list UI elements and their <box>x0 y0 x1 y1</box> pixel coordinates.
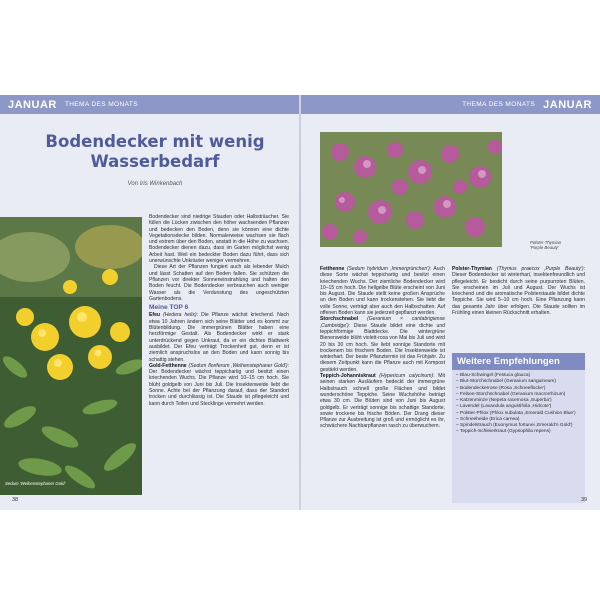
recommendation-item: – Schneeheide (Erica carnea) <box>456 417 581 423</box>
recommendation-item: – Blau-Schwingel (Festuca glauca) <box>456 373 581 379</box>
column-3 <box>452 266 585 316</box>
recommendation-item: – Lavendel (Lavandula angustifolia ‚Hidcote') <box>456 404 581 410</box>
page-number-left: 38 <box>12 497 19 503</box>
left-month: JANUAR <box>8 98 57 111</box>
sedum-illustration <box>0 217 142 495</box>
recommendation-item: – Katzenminze (Nepeta racemosa ‚Superba') <box>456 398 581 404</box>
sedum-photo <box>0 217 142 495</box>
recommendation-item: – Spindelstrauch (Euonymus fortunei ‚Emerald'n Gold') <box>456 423 581 429</box>
right-month: JANUAR <box>543 98 592 111</box>
page-number-right: 39 <box>581 497 588 503</box>
recommendation-item: – Polster-Phlox (Phlox subulata ‚Emerald Cushion Blue') <box>456 411 581 417</box>
recommendation-item: – Blut-Storchschnabel (Geranium sanguineum) <box>456 379 581 385</box>
storchschnabel-entry: Storchschnabel (Geranium × cantabrigiense ‚Cambridge'): Diese Staude bildet eine dichte und teppichförmige Blattdecke. Die wintergrüne Bienenweide blüht violett-rosa von Mai bis Juli und wird 20 bis 30 cm hoch. Sie liebt sonnige Standorte mit trockenem bis frischem Boden. Die Insektenweide ist winterhart. Der beste Pflanztermin ist das Frühjahr. Zu diesem Zeitpunkt kann die Pflanze auch mit Kompost gestärkt werden. <box>320 316 445 373</box>
page-spine <box>299 95 301 510</box>
magazine-spread <box>0 95 600 510</box>
right-topic: THEMA DES MONATS <box>462 101 536 108</box>
recommendations-title: Weitere Empfehlungen <box>452 353 585 370</box>
article-author: Von Iris Winkenbach <box>127 181 183 187</box>
fetthenne-entry: Fetthenne (Sedum hybridum ‚Immergrünchen'): Auch diese Sorte wächst teppichartig und besitzt einen kriechenden Wuchs. Der ziemliche Bodendecker wird 10–15 cm hoch. Die hellgelbe Blüte erscheint von Juni bis August. Die Staude stellt keine großen Ansprüche an den Boden und kann trockenstehen. Sie liebt die volle Sonne, verträgt aber auch den Halbschatten. Auf offenen Boden kann sie jederzeit gepflanzt werden. <box>320 266 445 317</box>
efeu-entry: Efeu (Hedera helix): Die Pflanze wächst kriechend. Nach etwa 10 Jahren ändern sich seine Blätter und es kommt zur Blütenbildung. Die immergrünen Blätter haben eine herzförmige Gestalt. Als Bodendecker wirkt er stark unterdrückend gegen Unkraut, da er ein dichtes Blattwerk ausbildet. Der Efeu verträgt Trockenheit gut, denn er ist ziemlich anspruchslos an den Boden und kann sonnig bis schattig stehen. <box>149 312 289 363</box>
right-photo-caption: Polster-Thymian 'Purple Beauty' <box>530 240 562 250</box>
recommendations-box <box>452 353 588 503</box>
left-topic: THEMA DES MONATS <box>64 101 138 108</box>
recommendation-item: – Teppich-Schleierkraut (Gypsophila repens) <box>456 429 581 435</box>
paragraph-2: Diese Art der Pflanzen fungiert auch als lebender Mulch und lässt Schatten auf den Boden fallen. Sie schützen die Pflanzen vor direkter Sonneneinstrahlung und halten den Boden feucht. Die Bodendecker verbrauchen auch weniger Wasser als die Verdunstung des ungeschützten Gartenbodens. <box>149 264 289 302</box>
gold-fetthenne-entry: Gold-Fetthenne (Sedum floriferum ‚Weihenstephaner Gold'): Der Bodendecker wächst teppichartig und besitzt einen kriechenden Wuchs. Die Pflanze wird 10–15 cm hoch. Sie blüht goldgelb von Juni bis Juli. Die Insektenweide liebt die Sonne. Achte bei der Pflanzung darauf, dass der Standort trocken und durchlässig ist. Die Staude ist pflegeleicht und kann durch Teilen und Stecklinge vermehrt werden. <box>149 362 289 407</box>
recommendation-item: – Bodendeckerrose (Rosa ‚Schneeflocke') <box>456 386 581 392</box>
column-1 <box>149 214 289 407</box>
thyme-photo <box>320 132 502 247</box>
column-2 <box>320 266 445 430</box>
recommendation-item: – Felsen-Storchschnabel (Geranium macrorrhizum) <box>456 392 581 398</box>
intro-paragraph: Bodendecker sind niedrige Stauden oder Halbsträucher. Sie füllen die Lücken zwischen den höher wachsenden Pflanzen und bedecken den Boden, denn sie können eine dichte Vegetationsdecke bilden. Normalerweise wachsen sie flach und extrem über den Boden, anstatt in die Höhe zu wachsen. Bodendecker dienen dazu, dass im Garten möglichst wenig Arbeit hast. Weil ein bedeckter Boden dazu führt, dass sich unerwünschte Unkräuter weniger vermehren. <box>149 214 289 265</box>
left-header-band <box>0 95 299 114</box>
left-photo-caption: Sedum 'Weihenstephaner Gold' <box>5 481 66 486</box>
recommendations-list <box>452 373 585 436</box>
teppich-johanniskraut-entry: Teppich-Johanniskraut (Hypericum calycinum): Mit seinen starken Ausläufern bedeckt der immergrüne Halbstrauch schnell große Flächen und bildet wunderschöne Teppiche. Seine Wuchshöhe beträgt etwa 30 cm. Die Blüten sind von Juni bis August goldgelb. Er verträgt sonnige bis schattige Standorte, sowie trockene bis frische Böden. Der Drang dieser Pflanze zur Ausbreitung ist groß und ermöglicht es ihr, schwächere Nachbarpflanzen rasch zu überwuchern. <box>320 373 446 430</box>
top6-heading: Meine TOP 6 <box>149 304 189 312</box>
polster-thymian-entry: Polster-Thymian (Thymus praecox ‚Purple Beauty'): Dieser Bodendecker ist winterhart, insektenfreundlich und pflegeleicht. Er besticht durch seine purpurroten Blüten. Sie erscheinen im Juli und August. Der Wuchs ist kriechend und die aromatische Polsterstaude bildet dichte Teppiche. Sie wird 5–10 cm hoch. Eine Pflanzung kann das gesamte Jahr über erfolgen. Die Staude sollten im Frühling einen kleinen Rückschnitt erhalten. <box>452 266 586 317</box>
right-header-band <box>301 95 600 114</box>
thyme-illustration <box>320 132 502 247</box>
article-title: Bodendecker mit wenig Wasserbedarf <box>45 132 265 171</box>
